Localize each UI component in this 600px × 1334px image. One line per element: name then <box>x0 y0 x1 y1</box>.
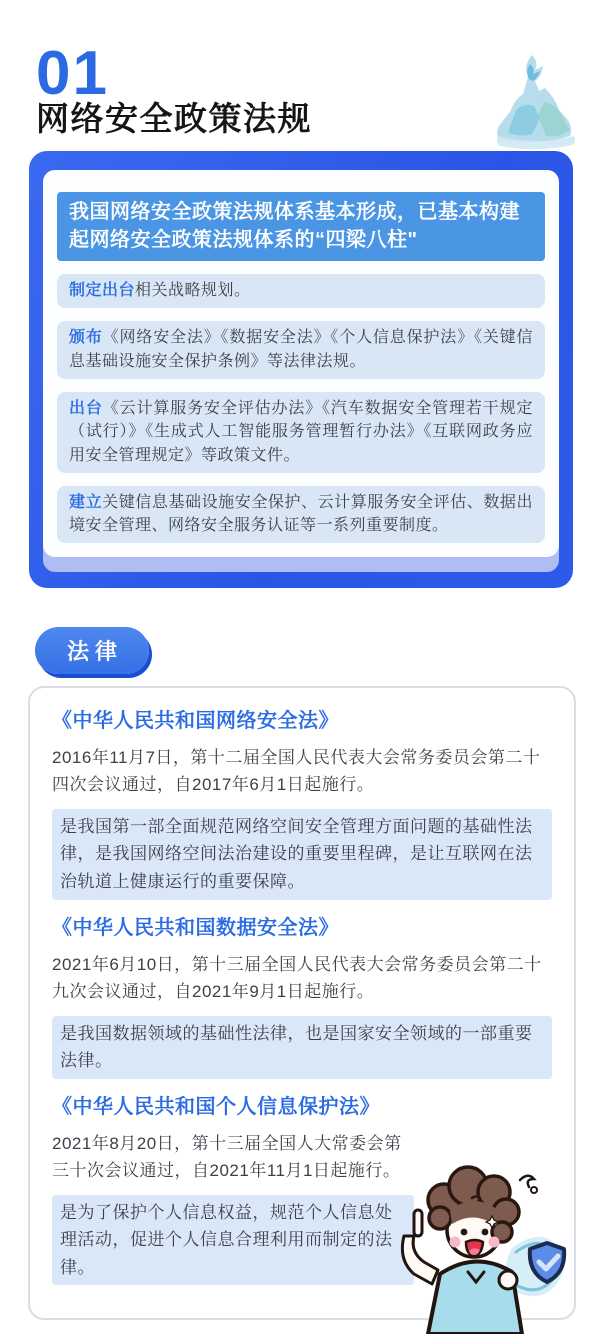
section-number: 01 <box>36 39 109 108</box>
policy-item-strategy <box>57 274 545 308</box>
policy-item-laws <box>57 321 545 378</box>
section-label-pill: 法律 <box>35 627 149 674</box>
policy-item-text: 相关战略规划。 <box>135 282 251 300</box>
policy-item-text: 《网络安全法》《数据安全法》《个人信息保护法》《关键信息基础设施安全保护条例》等法律法规。 <box>69 329 533 370</box>
law-description: 是为了保护个人信息权益，规范个人信息处理活动，促进个人信息合理利用而制定的法律。 <box>52 1195 414 1286</box>
pointing-kid-illustration <box>384 1152 570 1334</box>
law-description: 是我国数据领域的基础性法律，也是国家安全领域的一部重要法律。 <box>52 1016 552 1079</box>
headline-emphasis: 四梁八柱 <box>325 228 408 251</box>
page-title: 网络安全政策法规 <box>36 100 312 138</box>
policy-headline <box>57 192 545 261</box>
law-date: 2021年6月10日，第十三届全国人民代表大会常务委员会第二十九次会议通过，自2021年9月1日起施行。 <box>52 954 542 1002</box>
laws-card <box>28 686 576 1320</box>
policy-item-policies <box>57 392 545 473</box>
law-date: 2021年8月20日，第十三届全国人大常委会第三十次会议通过，自2021年11月1日起施行。 <box>52 1133 402 1181</box>
page-header <box>0 0 600 138</box>
policy-card-panel <box>43 170 559 557</box>
policy-item-keyword: 制定出台 <box>69 282 136 300</box>
headline-text: 我国网络安全政策法规体系基本形成，已基本构建起网络安全政策法规体系的“ <box>69 201 520 251</box>
law-title: 《中华人民共和国网络安全法》 <box>52 709 339 732</box>
headline-suffix: " <box>407 228 418 251</box>
policy-item-systems <box>57 486 545 543</box>
law-block-datasecurity <box>52 915 552 1094</box>
law-title: 《中华人民共和国个人信息保护法》 <box>52 1095 380 1118</box>
policy-item-keyword: 颁布 <box>69 329 103 347</box>
law-block-cybersecurity <box>52 708 552 915</box>
law-description: 是我国第一部全面规范网络空间安全管理方面问题的基础性法律，是我国网络空间法治建设的重要里程碑，是让互联网在法治轨道上健康运行的重要保障。 <box>52 809 552 900</box>
policy-item-text: 关键信息基础设施安全保护、云计算服务安全评估、数据出境安全管理、网络安全服务认证等一系列重要制度。 <box>69 493 533 535</box>
policy-card-underlay <box>43 170 559 572</box>
policy-item-keyword: 出台 <box>69 399 103 417</box>
law-date: 2016年11月7日，第十二届全国人民代表大会常务委员会第二十四次会议通过，自2017年6月1日起施行。 <box>52 747 541 795</box>
five-rams-statue-icon <box>486 52 586 152</box>
law-title: 《中华人民共和国数据安全法》 <box>52 916 339 939</box>
policy-item-text: 《云计算服务安全评估办法》《汽车数据安全管理若干规定（试行）》《生成式人工智能服务管理暂行办法》《互联网政务应用安全管理规定》等政策文件。 <box>69 399 533 464</box>
policy-overview-card <box>29 151 573 588</box>
policy-item-keyword: 建立 <box>69 493 103 511</box>
